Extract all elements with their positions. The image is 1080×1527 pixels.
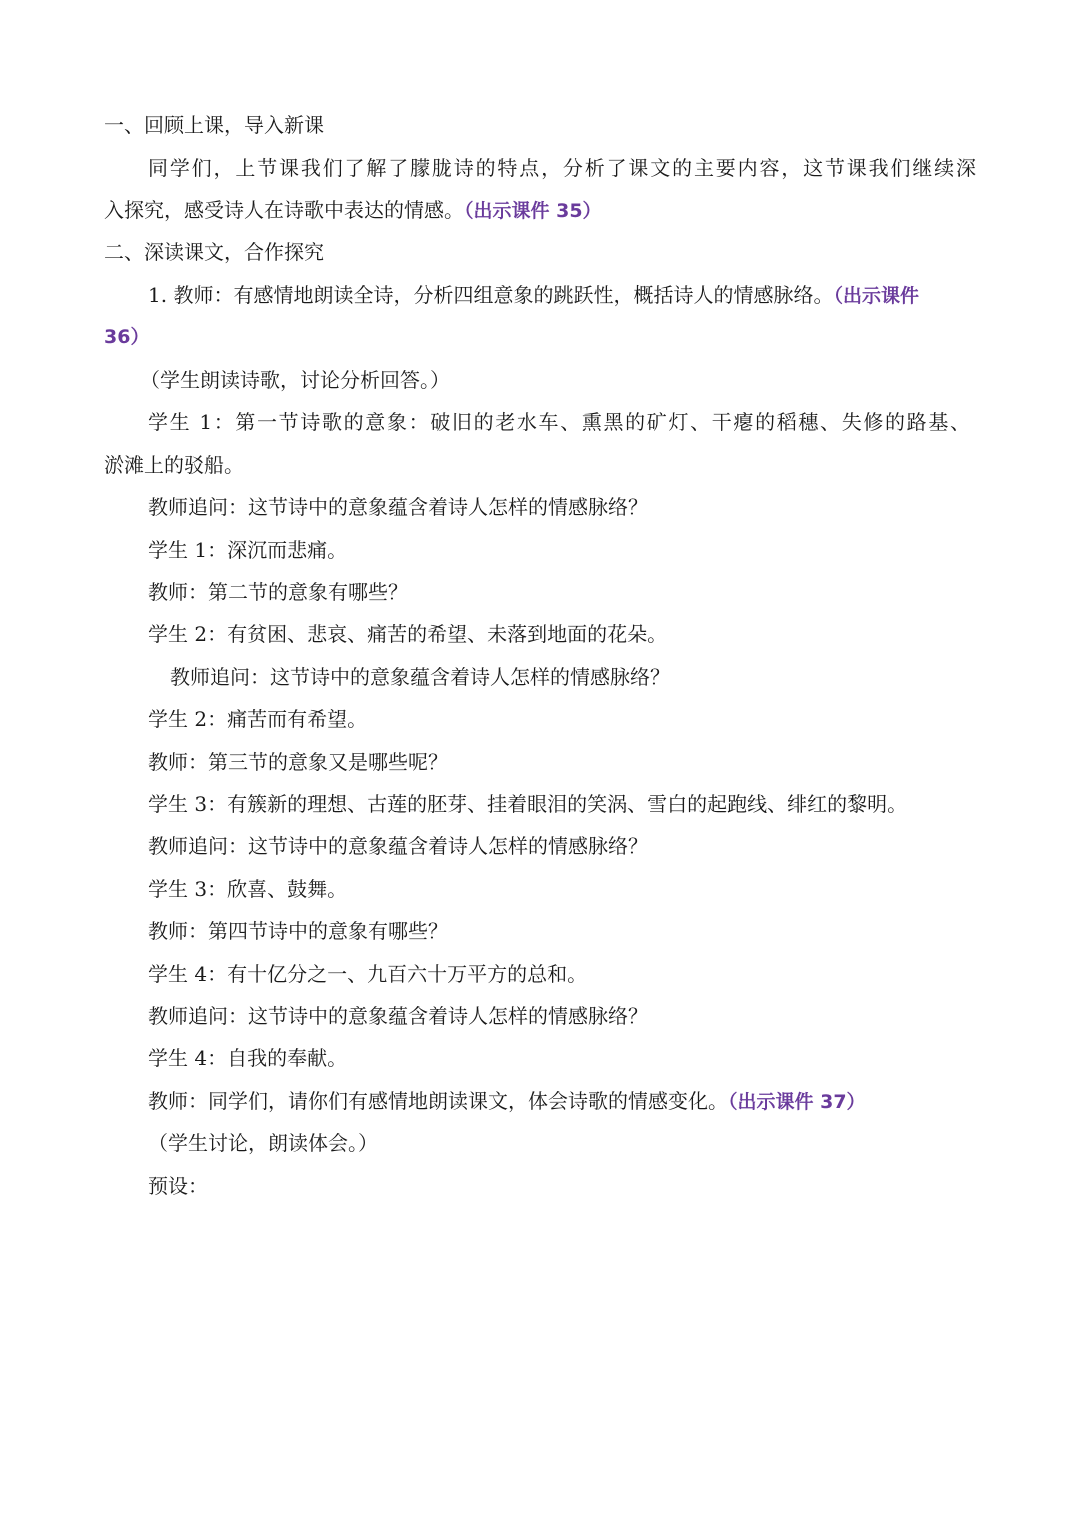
dialogue-teacher-followup-2: 教师追问：这节诗中的意象蕴含着诗人怎样的情感脉络？ xyxy=(170,665,670,689)
dialogue-teacher-reading-text: 教师：同学们，请你们有感情地朗读课文，体会诗歌的情感变化。 xyxy=(148,1089,728,1113)
dialogue-teacher-q3: 教师：第三节的意象又是哪些呢？ xyxy=(148,750,448,774)
slide-reference-35: （出示课件 35） xyxy=(464,200,602,222)
section-heading-review: 一、回顾上课，导入新课 xyxy=(104,113,324,137)
slide-reference-36-part2: 36） xyxy=(104,326,150,348)
dialogue-student2: 学生 2：有贫困、悲哀、痛苦的希望、未落到地面的花朵。 xyxy=(148,622,668,646)
task-1-text: 1. 教师：有感情地朗读全诗，分析四组意象的跳跃性，概括诗人的情感脉络。 xyxy=(148,283,834,307)
dialogue-teacher-followup-4: 教师追问：这节诗中的意象蕴含着诗人怎样的情感脉络？ xyxy=(148,1004,648,1028)
dialogue-student1-line1: 学生 1：第一节诗歌的意象：破旧的老水车、熏黑的矿灯、干瘪的稻穗、失修的路基、 xyxy=(148,410,970,434)
dialogue-teacher-q2: 教师：第二节的意象有哪些？ xyxy=(148,580,408,604)
slide-reference-36-part1: （出示课件 xyxy=(833,285,919,307)
slide-reference-37: （出示课件 37） xyxy=(728,1091,866,1113)
dialogue-student1-line2: 淤滩上的驳船。 xyxy=(104,453,244,477)
intro-paragraph-line2 xyxy=(104,195,602,226)
section-heading-deep-reading: 二、深读课文，合作探究 xyxy=(104,240,324,264)
preset-label: 预设： xyxy=(148,1174,208,1198)
student-discussion-note: （学生讨论，朗读体会。） xyxy=(148,1131,378,1155)
dialogue-teacher-q4: 教师：第四节诗中的意象有哪些？ xyxy=(148,919,448,943)
dialogue-student2-answer: 学生 2：痛苦而有希望。 xyxy=(148,707,368,731)
task-1-line1 xyxy=(148,280,919,311)
dialogue-student3: 学生 3：有簇新的理想、古莲的胚芽、挂着眼泪的笑涡、雪白的起跑线、绯红的黎明。 xyxy=(148,792,908,816)
dialogue-student3-answer: 学生 3：欣喜、鼓舞。 xyxy=(148,877,348,901)
dialogue-teacher-followup-1: 教师追问：这节诗中的意象蕴含着诗人怎样的情感脉络？ xyxy=(148,495,648,519)
dialogue-student1-answer: 学生 1：深沉而悲痛。 xyxy=(148,538,348,562)
dialogue-student4-answer: 学生 4：自我的奉献。 xyxy=(148,1046,348,1070)
intro-paragraph-text: 入探究，感受诗人在诗歌中表达的情感。 xyxy=(104,198,464,222)
dialogue-teacher-followup-3: 教师追问：这节诗中的意象蕴含着诗人怎样的情感脉络？ xyxy=(148,834,648,858)
dialogue-teacher-reading xyxy=(148,1086,866,1117)
intro-paragraph-line1: 同学们，上节课我们了解了朦胧诗的特点，分析了课文的主要内容，这节课我们继续深 xyxy=(148,156,976,180)
dialogue-student4: 学生 4：有十亿分之一、九百六十万平方的总和。 xyxy=(148,962,588,986)
student-activity-note: （学生朗读诗歌，讨论分析回答。） xyxy=(140,368,450,392)
